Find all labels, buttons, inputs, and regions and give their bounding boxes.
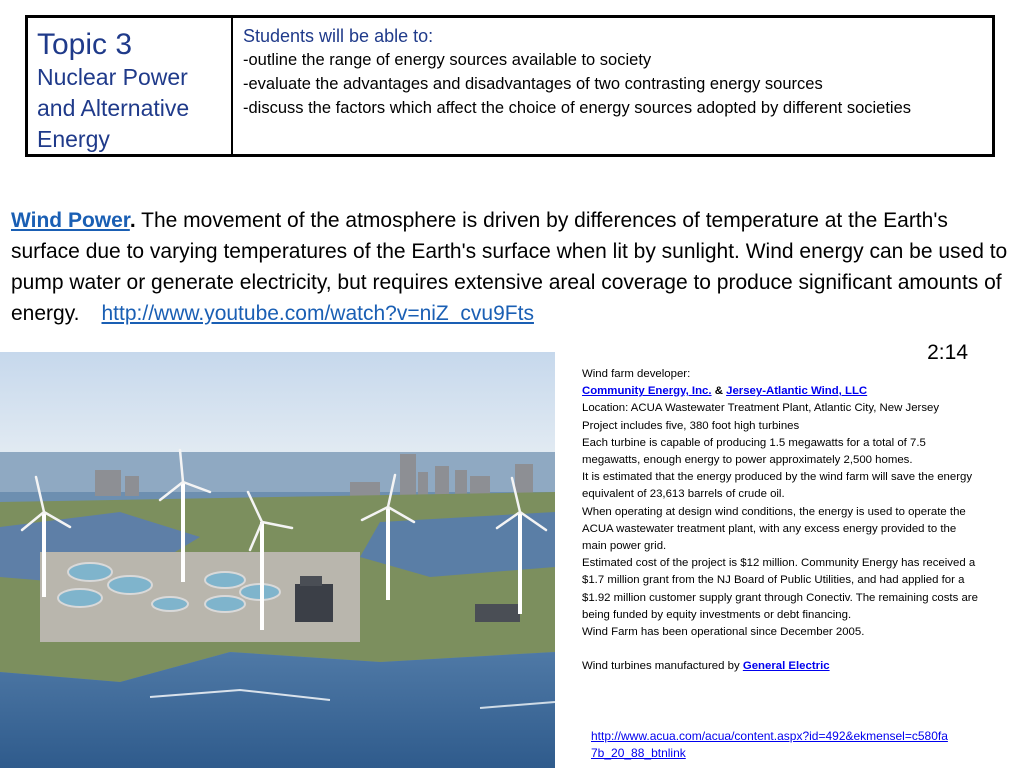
wind-farm-info [582, 366, 982, 675]
info-line: Location: ACUA Wastewater Treatment Plant, Atlantic City, New Jersey [582, 402, 940, 415]
topic-title: Topic 3 [37, 28, 133, 61]
info-line: Project includes five, 380 foot high turbines [582, 419, 800, 432]
objectives-cell [233, 18, 992, 154]
objective-item: -discuss the factors which affect the choice of energy sources adopted by different societies [243, 99, 912, 117]
ampersand: & [711, 385, 727, 398]
topic-cell [28, 18, 233, 154]
info-line: Estimated cost of the project is $12 million. Community Energy has received a $1.7 million grant from the NJ Board of Public Utilities, and had applied for a $1.92 million customer supply grant through Conectiv. The remaining costs are being funded by equity investments or debt financing. [582, 557, 978, 621]
objective-item: -evaluate the advantages and disadvantages of two contrasting energy sources [243, 75, 823, 93]
topic-subtitle: Nuclear Power and Alternative Energy [37, 64, 190, 152]
manufacturer-label: Wind turbines manufactured by [582, 660, 743, 673]
youtube-link[interactable]: http://www.youtube.com/watch?v=niZ_cvu9Fts [101, 302, 534, 325]
spacer [582, 641, 982, 658]
developer-links [582, 383, 982, 400]
info-line: When operating at design wind conditions, the energy is used to operate the ACUA wastewater treatment plant, with any excess energy provided to the main power grid. [582, 505, 966, 553]
topic-header-table [25, 15, 995, 157]
info-line: It is estimated that the energy produced by the wind farm will save the energy equivalent of 23,613 barrels of crude oil. [582, 471, 973, 501]
jersey-atlantic-wind-link[interactable]: Jersey-Atlantic Wind, LLC [726, 385, 868, 398]
wind-farm-photo [0, 352, 555, 768]
objectives-heading: Students will be able to: [243, 26, 434, 46]
wind-power-paragraph [11, 205, 1016, 329]
info-line: Each turbine is capable of producing 1.5 megawatts for a total of 7.5 megawatts, enough energy to power approximately 2,500 homes. [582, 436, 926, 467]
video-duration: 2:14 [927, 341, 968, 364]
manufacturer-line [582, 658, 982, 675]
developer-label: Wind farm developer: [582, 368, 691, 380]
info-line: Wind Farm has been operational since December 2005. [582, 626, 865, 639]
wind-power-body: The movement of the atmosphere is driven by differences of temperature at the Earth's surface due to varying temperatures of the Earth's surface when lit by sunlight. Wind energy can be used to pump water or generate electricity, but requires extensive areal coverage to produce significant amounts of energy. [11, 209, 1008, 325]
general-electric-link[interactable]: General Electric [742, 660, 830, 673]
community-energy-link[interactable]: Community Energy, Inc. [582, 385, 712, 398]
wind-power-link[interactable]: Wind Power [11, 209, 130, 232]
acua-source-link[interactable]: http://www.acua.com/acua/content.aspx?id=492&ekmensel=c580fa7b_20_88_btnlink [591, 729, 948, 760]
wind-power-period: . [129, 209, 136, 232]
objective-item: -outline the range of energy sources available to society [243, 51, 652, 69]
